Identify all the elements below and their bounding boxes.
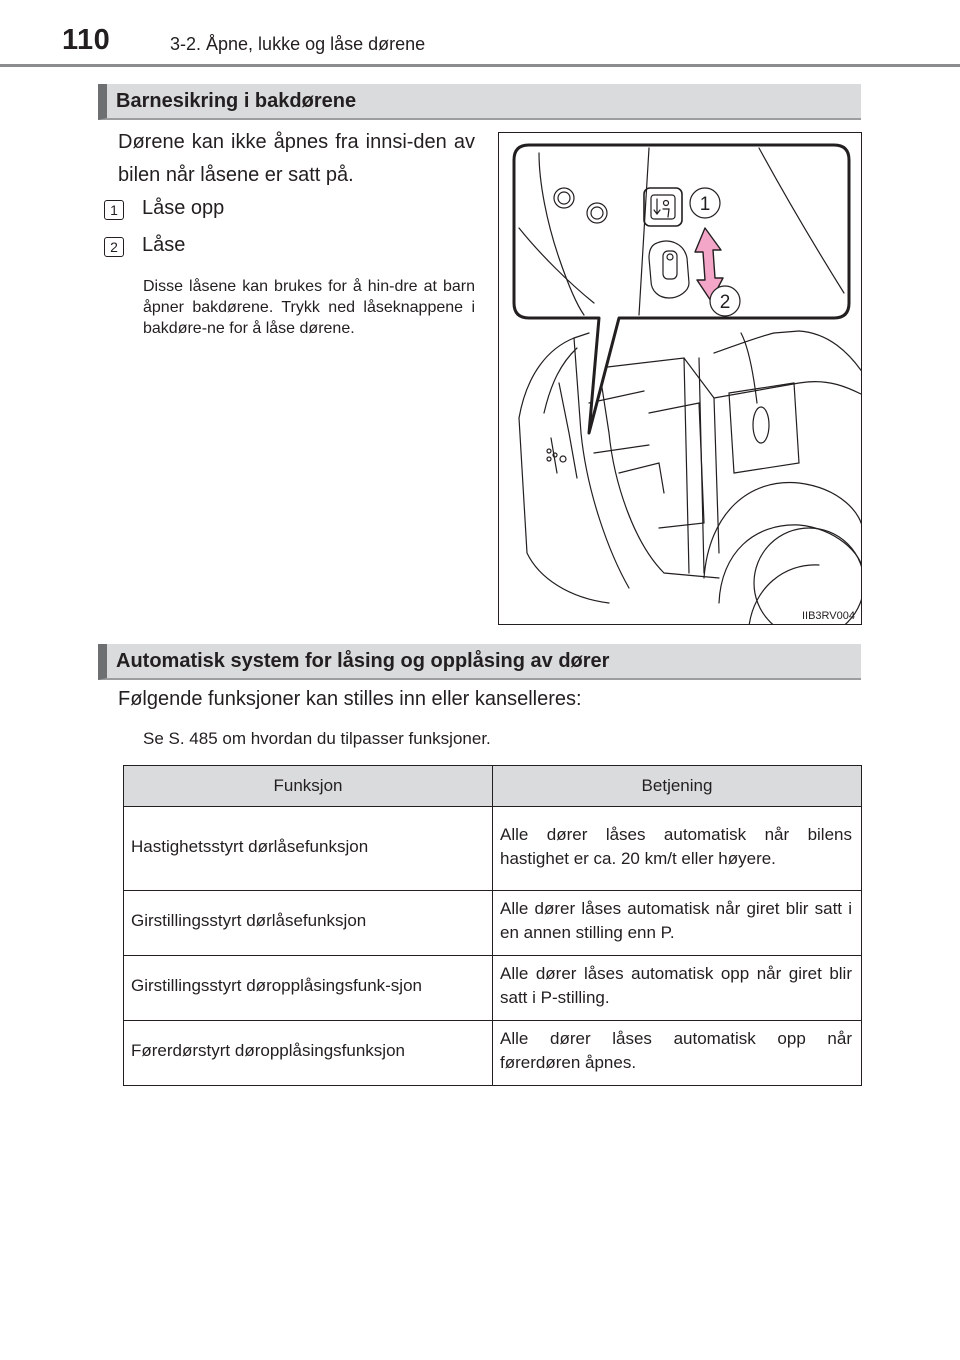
callout-1 xyxy=(690,188,720,218)
lead-paragraph: Følgende funksjoner kan stilles inn eller kanselleres: xyxy=(118,688,582,710)
table-row xyxy=(124,956,862,1021)
function-cell: Hastighetsstyrt dørlåsefunksjon xyxy=(124,807,493,891)
operation-cell: Alle dører låses automatisk når giret blir satt i en annen stilling enn P. xyxy=(493,891,862,956)
operation-cell: Alle dører låses automatisk opp når førerdøren åpnes. xyxy=(493,1021,862,1086)
door-lock-illustration xyxy=(498,132,862,625)
table-row xyxy=(124,1021,862,1086)
operation-cell: Alle dører låses automatisk når bilens hastighet er ca. 20 km/t eller høyere. xyxy=(493,807,862,891)
section-heading-child-lock xyxy=(98,84,861,120)
figure-code: IIB3RV004 xyxy=(801,610,855,622)
section-title: Automatisk system for låsing og opplåsing av dører xyxy=(116,650,610,672)
section-title: Barnesikring i bakdørene xyxy=(116,90,357,112)
customization-reference: Se S. 485 om hvordan du tilpasser funksjoner. xyxy=(143,729,491,748)
function-cell: Girstillingsstyrt døropplåsingsfunk-sjon xyxy=(124,956,493,1021)
chapter-title: 3-2. Åpne, lukke og låse dørene xyxy=(170,34,426,54)
number-badge: 1 xyxy=(104,200,124,220)
svg-text:2: 2 xyxy=(719,292,731,313)
function-cell: Girstillingsstyrt dørlåsefunksjon xyxy=(124,891,493,956)
car-door-drawing xyxy=(499,133,862,625)
operation-cell: Alle dører låses automatisk opp når giret blir satt i P-stilling. xyxy=(493,956,862,1021)
column-header-function: Funksjon xyxy=(124,766,493,807)
table-header-row xyxy=(124,766,862,807)
note-paragraph: Disse låsene kan brukes for å hin-dre at barn åpner bakdørene. Trykk ned låseknappene i bakdøre-ne for å låse dørene. xyxy=(143,278,475,337)
intro-paragraph: Dørene kan ikke åpnes fra innsi-den av bilen når låsene er satt på. xyxy=(118,131,475,186)
header-rule xyxy=(0,64,960,67)
callout-2 xyxy=(710,286,740,316)
item-label: Låse opp xyxy=(142,197,225,219)
number-badge: 2 xyxy=(104,237,124,257)
table-row xyxy=(124,891,862,956)
function-cell: Førerdørstyrt døropplåsingsfunksjon xyxy=(124,1021,493,1086)
section-heading-auto-lock xyxy=(98,644,861,680)
table-row xyxy=(124,807,862,891)
column-header-operation: Betjening xyxy=(493,766,862,807)
svg-text:1: 1 xyxy=(699,194,711,215)
item-label: Låse xyxy=(142,234,186,256)
function-table xyxy=(123,765,862,1086)
page-header xyxy=(0,0,960,66)
page-number: 110 xyxy=(62,24,111,56)
